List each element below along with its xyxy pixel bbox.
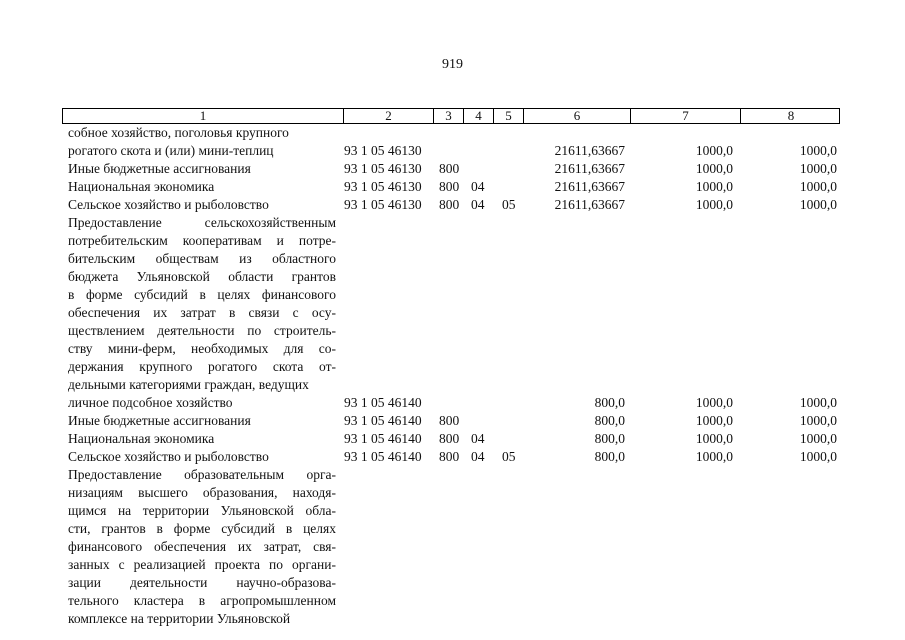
table-row <box>0 466 905 484</box>
expense-type-code: 800 <box>439 161 460 176</box>
expense-type-code: 800 <box>439 449 460 464</box>
row-label: дельными категориями граждан, ведущих <box>68 377 309 392</box>
amount-col-6: 800,0 <box>594 449 625 464</box>
table-row <box>0 394 905 412</box>
table-row <box>0 268 905 286</box>
table-row <box>0 538 905 556</box>
target-article-code: 93 1 05 46130 <box>344 143 422 158</box>
table-row <box>0 286 905 304</box>
table-row <box>0 412 905 430</box>
subsection-code: 05 <box>502 449 516 464</box>
table-row <box>0 358 905 376</box>
table-row <box>0 196 905 214</box>
expense-type-code: 800 <box>439 413 460 428</box>
target-article-code: 93 1 05 46140 <box>344 413 422 428</box>
header-cell-2: 2 <box>343 109 433 123</box>
section-code: 04 <box>471 179 485 194</box>
row-label: ществлением деятельности по строитель- <box>68 323 336 338</box>
table-row <box>0 430 905 448</box>
table-row <box>0 142 905 160</box>
table-row <box>0 340 905 358</box>
row-label: бительским обществам из областного <box>68 251 336 266</box>
amount-col-6: 800,0 <box>594 431 625 446</box>
subsection-code: 05 <box>502 197 516 212</box>
expense-type-code: 800 <box>439 431 460 446</box>
table-row <box>0 232 905 250</box>
amount-col-8: 1000,0 <box>799 413 837 428</box>
expense-type-code: 800 <box>439 179 460 194</box>
table-row <box>0 502 905 520</box>
row-label: ству мини-ферм, необходимых для со- <box>68 341 336 356</box>
target-article-code: 93 1 05 46140 <box>344 449 422 464</box>
row-label: финансового обеспечения их затрат, свя- <box>68 539 336 554</box>
table-header <box>62 108 840 124</box>
row-label: Национальная экономика <box>68 179 215 194</box>
row-label: держания крупного рогатого скота от- <box>68 359 336 374</box>
row-label: щимся на территории Ульяновской обла- <box>68 503 336 518</box>
header-cell-7: 7 <box>630 109 740 123</box>
section-code: 04 <box>471 431 485 446</box>
row-label: Иные бюджетные ассигнования <box>68 413 251 428</box>
header-cell-3: 3 <box>433 109 463 123</box>
amount-col-7: 1000,0 <box>695 143 733 158</box>
table-row <box>0 484 905 502</box>
row-label: низациям высшего образования, находя- <box>68 485 336 500</box>
row-label: личное подсобное хозяйство <box>68 395 233 410</box>
amount-col-8: 1000,0 <box>799 179 837 194</box>
page-number: 919 <box>442 57 463 72</box>
target-article-code: 93 1 05 46140 <box>344 395 422 410</box>
row-label: Предоставление образовательным орга- <box>68 467 336 482</box>
expense-type-code: 800 <box>439 197 460 212</box>
table-row <box>0 124 905 142</box>
row-label: зации деятельности научно-образова- <box>68 575 336 590</box>
table-row <box>0 322 905 340</box>
amount-col-7: 1000,0 <box>695 179 733 194</box>
amount-col-6: 21611,63667 <box>554 143 625 158</box>
table-row <box>0 250 905 268</box>
row-label: обеспечения их затрат в связи с осу- <box>68 305 336 320</box>
header-cell-8: 8 <box>740 109 841 123</box>
row-label: бюджета Ульяновской области грантов <box>68 269 336 284</box>
amount-col-8: 1000,0 <box>799 197 837 212</box>
row-label: потребительским кооперативам и потре- <box>68 233 336 248</box>
amount-col-6: 21611,63667 <box>554 197 625 212</box>
table-row <box>0 178 905 196</box>
amount-col-8: 1000,0 <box>799 161 837 176</box>
amount-col-6: 800,0 <box>594 395 625 410</box>
table-row <box>0 610 905 628</box>
row-label: Национальная экономика <box>68 431 215 446</box>
table-row <box>0 304 905 322</box>
row-label: сти, грантов в форме субсидий в целях <box>68 521 336 536</box>
amount-col-8: 1000,0 <box>799 143 837 158</box>
table-row <box>0 214 905 232</box>
amount-col-6: 21611,63667 <box>554 179 625 194</box>
amount-col-8: 1000,0 <box>799 395 837 410</box>
table-row <box>0 592 905 610</box>
amount-col-8: 1000,0 <box>799 449 837 464</box>
amount-col-7: 1000,0 <box>695 449 733 464</box>
target-article-code: 93 1 05 46140 <box>344 431 422 446</box>
amount-col-7: 1000,0 <box>695 197 733 212</box>
row-label: Иные бюджетные ассигнования <box>68 161 251 176</box>
amount-col-7: 1000,0 <box>695 413 733 428</box>
header-cell-6: 6 <box>523 109 630 123</box>
amount-col-7: 1000,0 <box>695 161 733 176</box>
row-label: рогатого скота и (или) мини-теплиц <box>68 143 274 158</box>
amount-col-8: 1000,0 <box>799 431 837 446</box>
row-label: занных с реализацией проекта по органи- <box>68 557 336 572</box>
target-article-code: 93 1 05 46130 <box>344 161 422 176</box>
table-row <box>0 520 905 538</box>
section-code: 04 <box>471 449 485 464</box>
amount-col-7: 1000,0 <box>695 395 733 410</box>
table-row <box>0 448 905 466</box>
amount-col-6: 800,0 <box>594 413 625 428</box>
amount-col-6: 21611,63667 <box>554 161 625 176</box>
row-label: комплексе на территории Ульяновской <box>68 611 291 626</box>
amount-col-7: 1000,0 <box>695 431 733 446</box>
table-row <box>0 574 905 592</box>
row-label: Сельское хозяйство и рыболовство <box>68 197 269 212</box>
table-row <box>0 160 905 178</box>
section-code: 04 <box>471 197 485 212</box>
row-label: тельного кластера в агропромышленном <box>68 593 336 608</box>
table-row <box>0 556 905 574</box>
header-cell-5: 5 <box>493 109 523 123</box>
row-label: собное хозяйство, поголовья крупного <box>68 125 289 140</box>
target-article-code: 93 1 05 46130 <box>344 179 422 194</box>
header-cell-1: 1 <box>199 108 207 123</box>
header-cell-4: 4 <box>463 109 493 123</box>
target-article-code: 93 1 05 46130 <box>344 197 422 212</box>
row-label: Сельское хозяйство и рыболовство <box>68 449 269 464</box>
row-label: Предоставление сельскохозяйственным <box>68 215 336 230</box>
row-label: в форме субсидий в целях финансового <box>68 287 336 302</box>
table-row <box>0 376 905 394</box>
